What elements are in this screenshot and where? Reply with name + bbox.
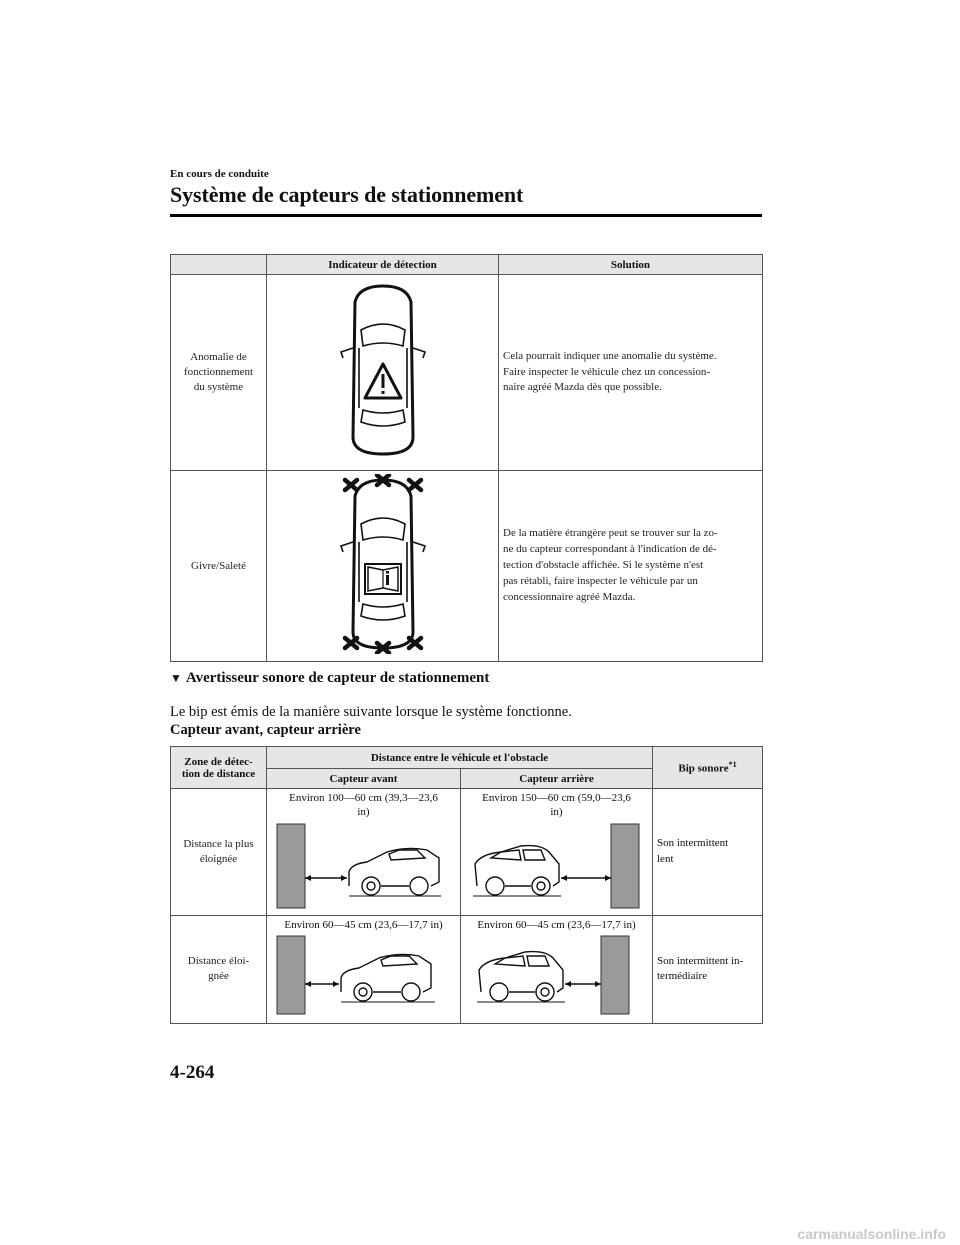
range-line: in) xyxy=(550,806,563,819)
indicator-table xyxy=(170,254,763,662)
indicator-table-header xyxy=(171,255,763,275)
header-solution: Solution xyxy=(499,255,763,275)
solution-line: ne du capteur correspondant à l'indication de dé- xyxy=(503,543,717,556)
condition-cell xyxy=(171,471,267,662)
header-front-sensor: Capteur avant xyxy=(267,769,461,789)
triangle-down-icon: ▼ xyxy=(170,671,182,685)
buzzer-table-header xyxy=(171,747,763,769)
rear-sensor-cell xyxy=(461,915,653,1023)
solution-cell xyxy=(499,471,763,662)
title-divider xyxy=(170,214,762,217)
beep-line: termédiaire xyxy=(657,970,708,983)
header-empty-cell xyxy=(171,255,267,275)
solution-line: De la matière étrangère peut se trouver sur la zo- xyxy=(503,527,718,540)
buzzer-heading-text: Avertisseur sonore de capteur de stationnement xyxy=(185,670,490,686)
solution-line: tection d'obstacle affichée. Si le système n'est xyxy=(503,559,704,572)
range-line: in) xyxy=(357,806,370,819)
zone-line: Distance éloi- xyxy=(187,955,250,968)
page-number: 4-264 xyxy=(170,1062,215,1083)
table-row xyxy=(171,471,763,662)
rear-range xyxy=(461,916,652,932)
indicator-cell xyxy=(267,275,499,471)
zone-line: éloignée xyxy=(199,852,238,865)
car-top-warning-triangle-icon xyxy=(333,282,433,458)
rear-sensor-cell xyxy=(461,789,653,916)
condition-line: Givre/Saleté xyxy=(191,559,246,572)
solution-line: naire agréé Mazda dès que possible. xyxy=(503,381,662,394)
zone-line: gnée xyxy=(208,970,229,983)
table-row xyxy=(171,789,763,916)
range-line: Environ 100―60 cm (39,3―23,6 xyxy=(289,792,438,804)
rear-car-wall-distance-icon xyxy=(461,932,651,1016)
beep-line: lent xyxy=(657,852,674,865)
buzzer-table xyxy=(170,746,763,1024)
zone-cell xyxy=(171,915,267,1023)
table-row xyxy=(171,915,763,1023)
header-beep xyxy=(653,747,763,789)
solution-line: pas rétabli, faire inspecter le véhicule par un xyxy=(503,574,698,587)
manual-book-icon xyxy=(365,564,401,594)
rear-range xyxy=(461,789,652,820)
front-car-wall-distance-icon xyxy=(267,932,457,1016)
solution-line: Cela pourrait indiquer une anomalie du système. xyxy=(503,349,717,362)
front-sensor-cell xyxy=(267,789,461,916)
table-row xyxy=(171,275,763,471)
beep-cell xyxy=(653,789,763,916)
header-indicator: Indicateur de détection xyxy=(267,255,499,275)
page-title: Système de capteurs de stationnement xyxy=(170,182,524,207)
header-zone-line: tion de distance xyxy=(181,767,256,780)
section-label: En cours de conduite xyxy=(170,168,269,180)
header-zone-line: Zone de détec- xyxy=(184,755,253,768)
car-top-sensor-crosses-manual-icon xyxy=(333,474,433,654)
warning-triangle-icon xyxy=(365,364,401,398)
beep-cell xyxy=(653,915,763,1023)
buzzer-intro: Le bip est émis de la manière suivante lorsque le système fonctionne. xyxy=(170,704,572,720)
header-zone xyxy=(171,747,267,789)
header-distance: Distance entre le véhicule et l'obstacle xyxy=(267,747,653,769)
solution-cell xyxy=(499,275,763,471)
condition-line: fonctionnement xyxy=(183,366,254,379)
beep-line: Son intermittent xyxy=(657,837,729,850)
front-sensor-cell xyxy=(267,915,461,1023)
range-line: Environ 60―45 cm (23,6―17,7 in) xyxy=(477,918,636,931)
indicator-cell xyxy=(267,471,499,662)
condition-cell xyxy=(171,275,267,471)
range-line: Environ 60―45 cm (23,6―17,7 in) xyxy=(284,918,443,931)
zone-line: Distance la plus xyxy=(183,837,254,850)
condition-line: Anomalie de xyxy=(190,351,247,364)
front-car-wall-distance-icon xyxy=(267,820,457,910)
solution-line: concessionnaire agréé Mazda. xyxy=(503,590,636,603)
front-range xyxy=(267,916,460,932)
buzzer-section-heading xyxy=(170,670,489,687)
beep-line: Son intermittent in- xyxy=(657,954,744,967)
range-line: Environ 150―60 cm (59,0―23,6 xyxy=(482,792,631,804)
header-beep-text: Bip sonore xyxy=(678,762,729,775)
zone-cell xyxy=(171,789,267,916)
buzzer-subheading: Capteur avant, capteur arrière xyxy=(170,722,361,738)
condition-line: du système xyxy=(193,380,244,393)
solution-line: Faire inspecter le véhicule chez un concession- xyxy=(503,365,711,378)
front-range xyxy=(267,789,460,820)
watermark: carmanualsonline.info xyxy=(797,1226,946,1242)
footnote-marker: *1 xyxy=(728,760,737,770)
header-rear-sensor: Capteur arrière xyxy=(461,769,653,789)
rear-car-wall-distance-icon xyxy=(461,820,651,910)
